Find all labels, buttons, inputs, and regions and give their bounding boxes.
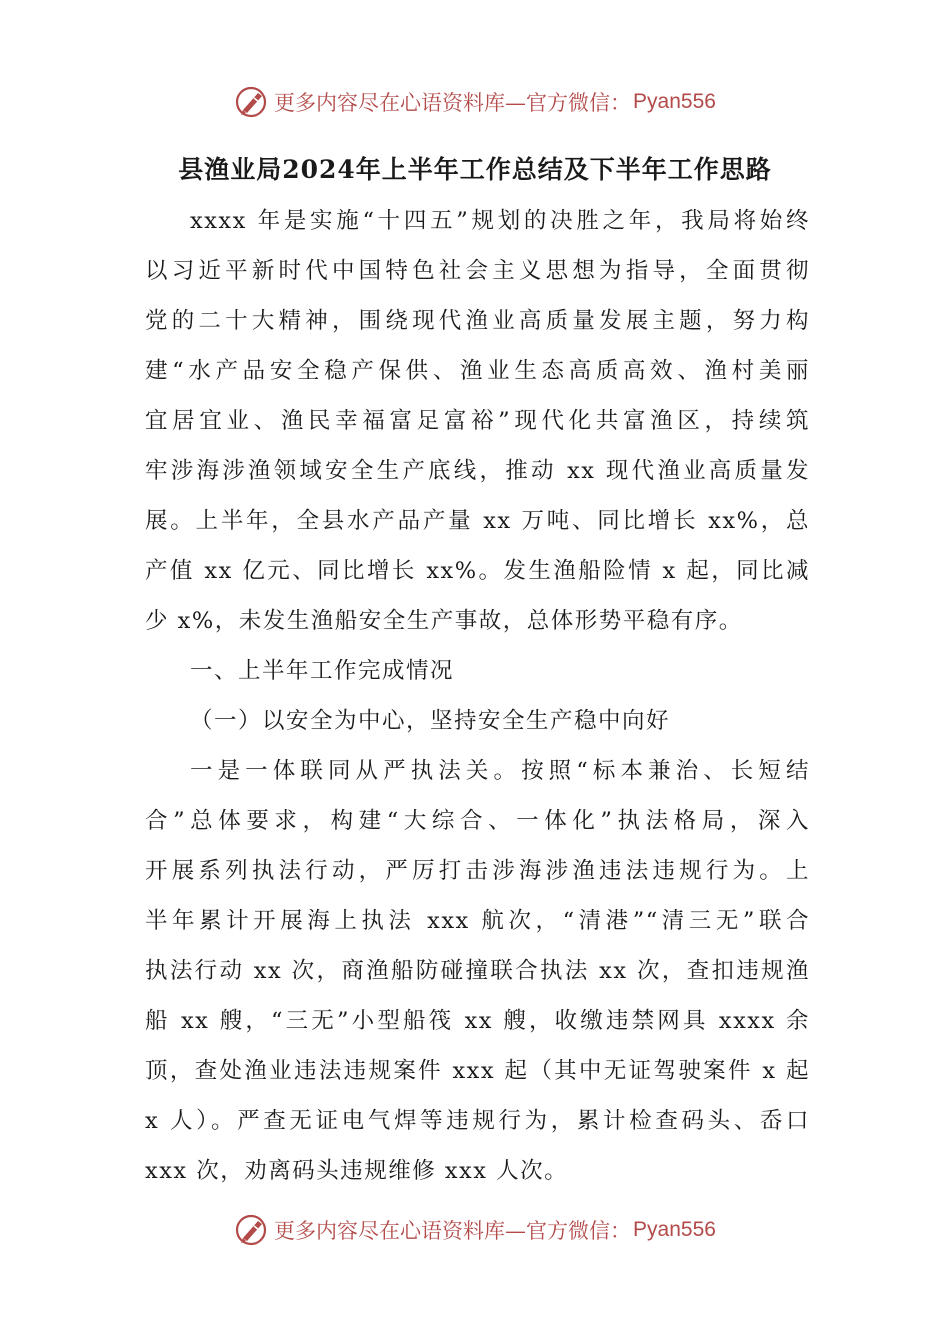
subsection-heading: （一）以安全为中心，坚持安全生产稳中向好	[190, 708, 671, 734]
banner-text: 更多内容尽在心语资料库—官方微信：	[274, 91, 632, 115]
text-line: 建“水产品安全稳产保供、渔业生态高质高效、渔村美丽	[145, 358, 810, 384]
text-line: 顶，查处渔业违法违规案件 xxx 起（其中无证驾驶案件 x 起	[145, 1058, 810, 1084]
text-line: 党的二十大精神，围绕现代渔业高质量发展主题，努力构	[145, 308, 810, 334]
text-line: 一是一体联同从严执法关。按照“标本兼治、长短结	[190, 758, 810, 784]
text-line: 半年累计开展海上执法 xxx 航次，“清港”“清三无”联合	[145, 908, 810, 934]
header-watermark-banner	[0, 82, 950, 122]
text-line: 宜居宜业、渔民幸福富足富裕”现代化共富渔区，持续筑	[145, 408, 810, 434]
document-body	[145, 196, 810, 1196]
pen-logo-icon	[234, 84, 270, 120]
text-line: 以习近平新时代中国特色社会主义思想为指导，全面贯彻	[145, 258, 810, 284]
banner-text: 更多内容尽在心语资料库—官方微信：	[274, 1219, 632, 1243]
banner-wechat-id: Pyan556	[633, 90, 716, 113]
section-heading: 一、上半年工作完成情况	[190, 658, 455, 684]
text-line: xxxx 年是实施“十四五”规划的决胜之年，我局将始终	[190, 208, 810, 234]
text-line: 开展系列执法行动，严厉打击涉海涉渔违法违规行为。上	[145, 858, 810, 884]
document-title: 县渔业局2024年上半年工作总结及下半年工作思路	[178, 155, 772, 184]
banner-wechat-id: Pyan556	[633, 1218, 716, 1241]
text-line: x 人）。严查无证电气焊等违规行为，累计检查码头、岙口	[145, 1108, 810, 1134]
text-line: 执法行动 xx 次，商渔船防碰撞联合执法 xx 次，查扣违规渔	[145, 958, 810, 984]
pen-logo-icon	[234, 1212, 270, 1248]
text-line: xxx 次，劝离码头违规维修 xxx 人次。	[145, 1158, 569, 1184]
text-line: 船 xx 艘，“三无”小型船筏 xx 艘，收缴违禁网具 xxxx 余	[145, 1008, 810, 1034]
footer-watermark-banner	[0, 1210, 950, 1250]
text-line: 展。上半年，全县水产品产量 xx 万吨、同比增长 xx%，总	[145, 508, 810, 534]
text-line: 合”总体要求，构建“大综合、一体化”执法格局，深入	[145, 808, 810, 834]
text-line: 牢涉海涉渔领域安全生产底线，推动 xx 现代渔业高质量发	[145, 458, 810, 484]
text-line: 少 x%，未发生渔船安全生产事故，总体形势平稳有序。	[145, 608, 743, 634]
text-line: 产值 xx 亿元、同比增长 xx%。发生渔船险情 x 起，同比减	[145, 558, 810, 584]
